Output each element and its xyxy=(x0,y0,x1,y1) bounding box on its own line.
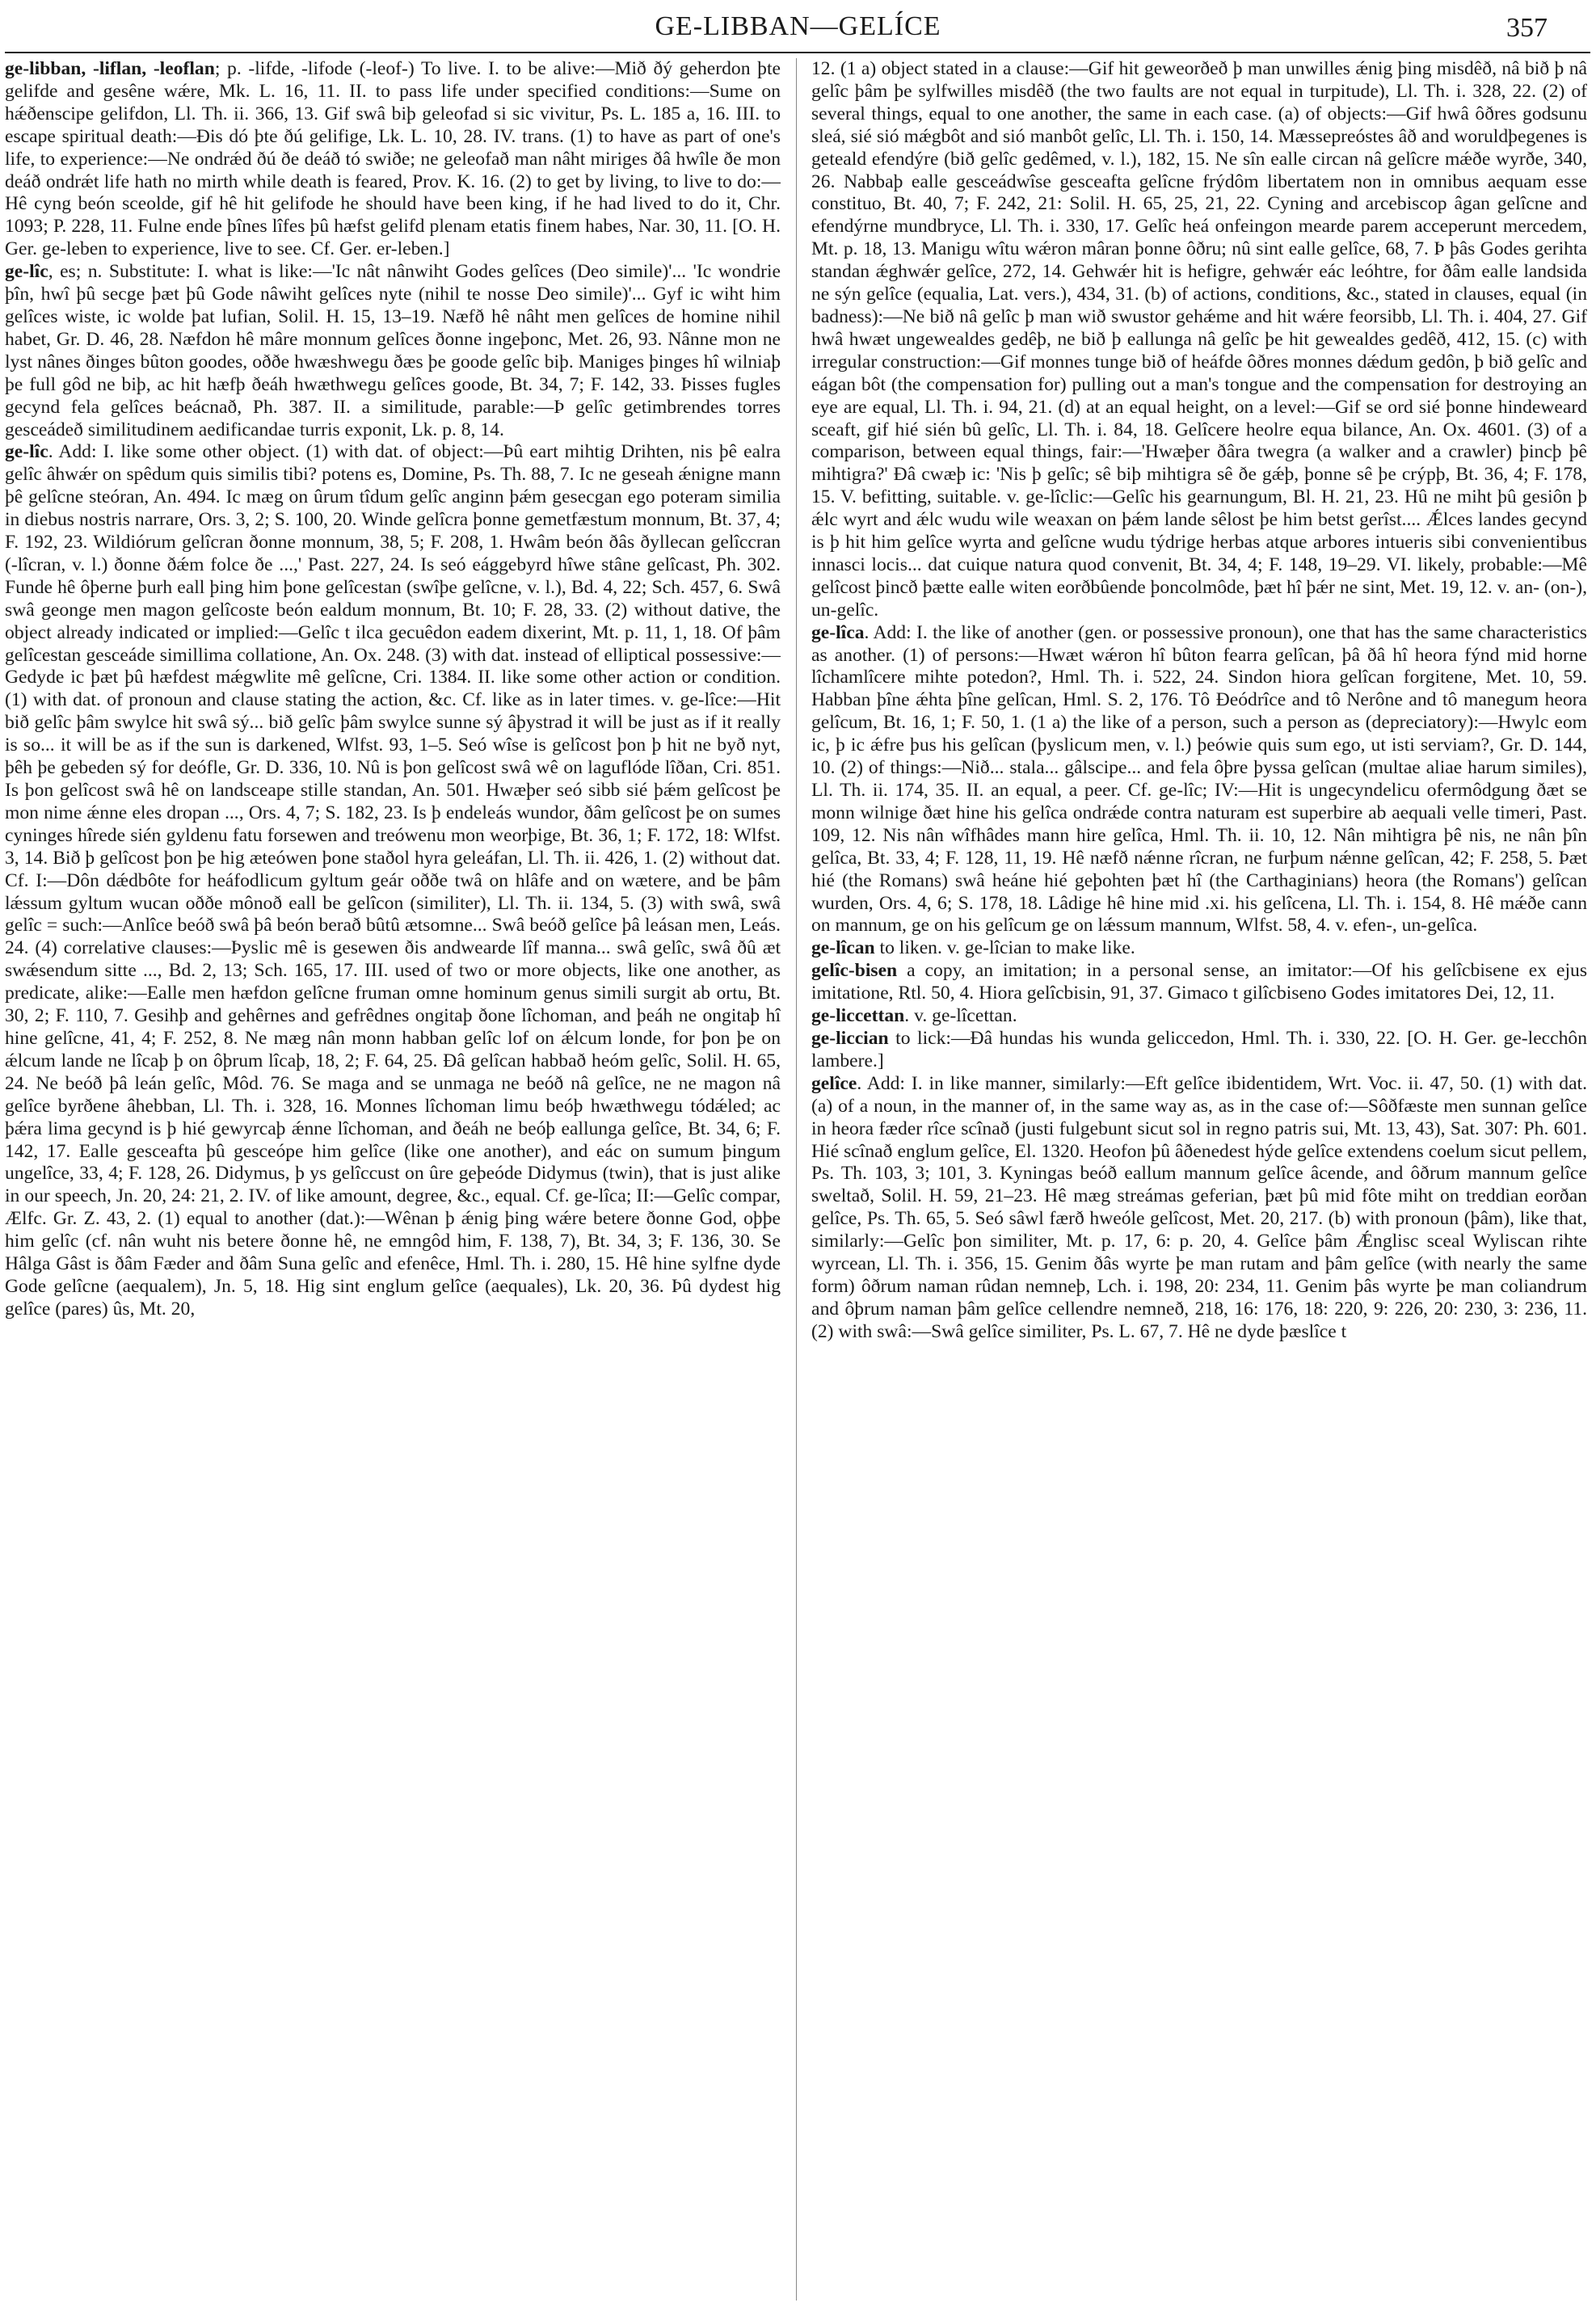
entry-headword: ge-lîcan xyxy=(811,937,875,959)
dictionary-entry xyxy=(811,1028,1587,1073)
entry-body: 12. (1 a) object stated in a clause:—Gif hit geweorðeð þ man unwilles ǽnig þing misdêð, nâ bið þ nâ gelîc þâm þe sylfwilles misdêð (the two faults are not equal in turpitude), Ll. Th. i. 328, 22. (2) of several things, equal to one another, the same in each case. (a) of objects:—Gif hwâ ôðres godsunu sleá, sié sió mǽgbôt and sió manbôt gelîc, Ll. Th. i. 150, 14. Mæssepreóstes âð and woruldþegenes is geteald efendýre (bið gelîc gedêmed, v. l.), 182, 15. Ne sîn ealle circan nâ gelîcre mǽðe wyrðe, 340, 26. Nabbaþ ealle gesceádwîse gesceafta gelîcne frýdôm libertatem non in omnibus aequam esse constituo, Bt. 40, 7; F. 242, 21: Solil. H. 65, 25, 21, 22. Cyning and arcebiscop âgan gelîcne and efendýrne mundbryce, Ll. Th. i. 330, 17. Gelîc heá onfeingon mearde parem acceperunt mercedem, Mt. p. 18, 13. Manigu wîtu wǽron mâran þonne ôðru; nû sint ealle gelîce, 68, 7. Þ þâs Godes gerihta standan ǽghwǽr gelîce, 272, 14. Gehwǽr hit is hefigre, gehwǽr eác leóhtre, for ðâm ealle landsida ne sýn gelîce (equalia, Lat. vers.), 434, 31. (b) of actions, conditions, &c., stated in clauses, equal (in badness):—Ne bið nâ gelîc þ man wið swustor gehǽme and hit wǽre feorsibb, Ll. Th. i. 404, 27. Gif hwâ hwæt ungewealdes gedêþ, ne bið þ eallunga nâ gelîc þe hit gewealdes gedêð, 412, 15. (c) with irregular construction:—Gif monnes tunge bið of heáfde ôðres monnes dǽdum gedôn, þ bið gelîc and eágan bôt (the compensation for) pulling out a man's tongue and the compensation for destroying an eye are equal, Ll. Th. i. 94, 21. (d) at an equal height, on a level:—Gif se ord sié þonne hindeweard sceaft, gif hié sién bû gelîc, Ll. Th. i. 84, 18. Gelîcere heolre equa bilance, An. Ox. 4601. (3) of a comparison, between equal things, fair:—'Hwæþer ðâra twegra (a walker and a crawler) þincþ þê mihtigra?' Ðâ cwæþ ic: 'Nis þ gelîc; sê biþ mihtigra sê ðe gǽþ, þonne sê þe crýpþ, Bt. 36, 4; F. 178, 15. V. befitting, suitable. v. ge-lîclic:—Gelîc his gearnungum, Bl. H. 21, 23. Hû ne miht þû gesiôn þ ǽlc wyrt and ǽlc wudu wile weaxan on þǽm lande sêlost þe him betst gerîst.... Ǽlces landes gecynd is þ hit him gelîce wyrta and gelîcne wudu týdrige herbas atque arbores intueris sibi convenientibus innasci locis... dat cuique natura quod convenit, Bt. 34, 4; F. 148, 19–29. VI. likely, probable:—Mê gelîcost þincð þætte ealle witen eorðbûende þoncolmôde, þæt hî þǽr ne sint, Met. 19, 12. v. an- (on-), un-gelîc. xyxy=(811,58,1587,621)
right-column xyxy=(811,58,1587,2300)
page-header xyxy=(0,11,1596,48)
left-column xyxy=(5,58,781,2300)
entry-body: to lick:—Ðâ hundas his wunda geliccedon, Hml. Th. i. 330, 22. [O. H. Ger. ge-lecchôn lambere.] xyxy=(811,1027,1587,1071)
dictionary-entry xyxy=(811,1073,1587,1344)
running-head: GE-LIBBAN—GELÍCE xyxy=(655,11,941,41)
entry-body: a copy, an imitation; in a personal sense, an imitator:—Of his gelîcbisene ex ejus imitatione, Rtl. 50, 4. Hiora gelîcbisin, 91, 37. Gimaco t gilîcbiseno Godes imitatores Dei, 12, 11. xyxy=(811,960,1587,1004)
dictionary-entry xyxy=(5,441,781,1320)
page-number: 357 xyxy=(1506,13,1548,43)
entry-body: . Add: I. the like of another (gen. or possessive pronoun), one that has the same characteristics as another. (1) of persons:—Hwæt wǽron hî bûton fearra gelîcan, þâ ðâ hî heora fýnd mid horne lîchamlîcere mihte potedon?, Hml. Th. i. 522, 24. Sindon hiora gelîcan forgitene, Met. 10, 59. Habban þîne ǽhta þîne gelîcan, Hml. S. 2, 176. Tô Ðeódrîce and tô Nerône and tô manegum heora gelîcum, Bt. 16, 1; F. 50, 1. (1 a) the like of a person, such a person as (depreciatory):—Hwylc eom ic, þ ic ǽfre þus his gelîcan (þyslicum men, v. l.) þeówie quis sum ego, ut isti serviam?, Gr. D. 144, 10. (2) of things:—Nið... stala... gâlscipe... and fela ôþre þyssa gelîcan (multae aliae harum similes), Ll. Th. ii. 174, 35. II. an equal, a peer. Cf. ge-lîc; IV:—Hit is ungecyndelicu ofermôdgung ðæt se monn wilnige ðæt hine his gelîca ondrǽde contra naturam est superbire ab aequali velle timeri, Past. 109, 12. Nis nân wîfhâdes mann hire gelîca, Hml. Th. ii. 10, 12. Nân mihtigra þê nis, ne nân þîn gelîca, Bt. 33, 4; F. 128, 11, 19. Hê næfð nǽnne rîcran, ne furþum nǽnne gelîcan, 42; F. 258, 5. Þæt hié (the Romans) swâ heáne hié geþohten þæt hî (the Carthaginians) heora (the Romans') gelîcan wurden, Ors. 4, 6; S. 178, 18. Lâdige hê hine mid .xi. his gelîcena, Ll. Th. i. 154, 8. Hê mǽðe cann on mannum, ge on his gelîcum ge on lǽssum mannum, Wlfst. 58, 4. v. efen-, un-gelîca. xyxy=(811,621,1587,937)
entry-headword: ge-libban, -liflan, -leoflan xyxy=(5,58,215,79)
entry-headword: ge-lîca xyxy=(811,621,865,643)
entry-body: ; p. -lifde, -lifode (-leof-) To live. I. to be alive:—Mið ðý geherdon þte gelifde and gesêne wǽre, Mk. L. 16, 11. II. to pass life under specified conditions:—Sume on hǽðenscipe gelifdon, Ll. Th. ii. 366, 13. Gif swâ biþ geleofad si sic vivitur, Ps. L. 185 a, 16. III. to escape spiritual death:—Ðis dó þte ðú gelifige, Lk. L. 10, 28. IV. trans. (1) to have as part of one's life, to experience:—Ne ondrǽd ðú ðe deáð tó swiðe; ne geleofað man nâht miriges ðâ hwîle ðe mon deáð ondrǽt life hath no mirth while death is feared, Prov. K. 16. (2) to get by living, to live to do:—Hê cyng beón sceolde, gif hê hit gelifode he should have been king, if he had lived to do it, Chr. 1093; P. 228, 11. Fulne ende þînes lîfes þû hæfst gelifd plenam etatis finem habes, Nar. 30, 11. [O. H. Ger. ge-leben to experience, live to see. Cf. Ger. er-leben.] xyxy=(5,58,781,260)
dictionary-entry xyxy=(5,58,781,261)
dictionary-entry xyxy=(811,1005,1587,1028)
column-divider xyxy=(796,58,797,2300)
entry-headword: ge-liccettan xyxy=(811,1005,905,1027)
entry-body: . Add: I. like some other object. (1) with dat. of object:—Þû eart mihtig Drihten, nis þê ealra gelîc âhwǽr on spêdum quis similis tibi? potens es, Domine, Ps. Th. 88, 7. Ic ne geseah ǽnigne mann þê gelîcne steóran, An. 494. Ic mæg on ûrum tîdum gelîc anginn þǽm gesecgan ego poteram similia in diebus nostris narrare, Ors. 3, 2; S. 100, 20. Winde gelîcra þonne gemetfæstum monnum, Bt. 37, 4; F. 192, 23. Wildiórum gelîcran ðonne monnum, 38, 5; F. 208, 1. Hwâm beón ðâs ðyllecan gelîccran (-lîcran, v. l.) ðonne ðǽm folce ðe ...,' Past. 227, 24. Is seó eággebyrd hîwe stâne gelîcast, Ph. 302. Funde hê ôþerne þurh eall þing him þone gelîcestan (swîþe gelîcne, v. l.), Bd. 4, 22; Sch. 457, 6. Swâ swâ geonge men magon gelîcoste beón ealdum monnum, Bt. 10; F. 28, 33. (2) without dative, the object already indicated or implied:—Gelîc t ilca gecuêdon eadem dixerint, Mt. p. 11, 1, 18. Of þâm gelîcestan gesceáde simillima collatione, An. Ox. 248. (3) with dat. instead of elliptical possessive:—Gedyde ic þæt þû hæfdest mǽgwlite mê gelîcne, Cri. 1384. II. like some other action or condition. (1) with dat. of pronoun and clause stating the action, &c. Cf. like as in later times. v. ge-lîce:—Hit bið gelîc þâm swylce hit swâ sý... bið gelîc þâm swylce sunne sý âþystrad it will be just as if it really is so... it will be as if the sun is darkened, Wlfst. 93, 1–5. Seó wîse is gelîcost þon þ hit ne byð nyt, þêh þe gebeden sý for deófle, Gr. D. 336, 10. Nû is þon gelîcost swâ wê on laguflóde lîðan, Cri. 851. Is þon gelîcost swâ hê on landsceape stille standan, An. 501. Hwæþer seó sibb sié þǽm gelîcost þe mon nime ǽnne eles dropan ..., Ors. 4, 7; S. 182, 23. Is þ endeleás wundor, ðâm gelîcost þe on sumes cyninges hîrede sién gyldenu fatu forsewen and treówenu mon weorþige, Bt. 36, 1; F. 172, 18: Wlfst. 3, 14. Bið þ gelîcost þon þe hig æteówen þone staðol hyra geleáfan, Ll. Th. ii. 426, 1. (2) without dat. Cf. I:—Dôn dǽdbôte for heáfodlicum gyltum geár oððe twâ on hlâfe and on wætere, and be þâm lǽssum gyltum wucan oððe mônoð eall be gelîcon (similiter), Ll. Th. ii. 134, 5. (3) with swâ, swâ gelîc = such:—Anlîce beóð swâ þâ beón berað bûtû ætsomne... Swâ beóð gelîce þâ leásan men, Leás. 24. (4) correlative clauses:—Þyslic mê is gesewen ðis andwearde lîf manna... swâ gelîc, swâ ðû æt swǽsendum sitte ..., Bd. 2, 13; Sch. 165, 17. III. used of two or more objects, like one another, as predicate, alike:—Ealle men hæfdon gelîcne fruman omne hominum genus simili surgit ab ortu, Bt. 30, 2; F. 110, 7. Gesihþ and gehêrnes and gefrêdnes ongitaþ ðone lîchoman, and þeáh ne ongitaþ hî hine gelîcne, 41, 4; F. 252, 8. Ne mæg nân monn habban gelîc lof on ǽlcum londe, for þon þe on ǽlcum lande ne lîcaþ þ on ôþrum lîcaþ, 18, 2; F. 64, 25. Ðâ gelîcan habbað heóm gelîc, Solil. H. 65, 24. Ne beóð þâ leán gelîc, Môd. 76. Se maga and se unmaga ne beóð nâ gelîce, ne ne magon nâ gelîce byrðene âhebban, Ll. Th. i. 328, 16. Monnes lîchoman limu beóþ hwæthwegu tódǽled; ac þǽra lima gecynd is þ hié gewyrcaþ ǽnne lîchoman, and ðeáh ne beóþ eallunga gelîce, Bt. 34, 6; F. 142, 17. Ealle gesceafta þû gesceópe him gelîce (like one another), and eác on sumum þingum ungelîce, 33, 4; F. 128, 26. Didymus, þ ys gelîccust on ûre geþeóde Didymus (twin), that is just alike in our speech, Jn. 20, 24: 21, 2. IV. of like amount, degree, &c., equal. Cf. ge-lîca; II:—Gelîc compar, Ælfc. Gr. Z. 43, 2. (1) equal to another (dat.):—Wênan þ ǽnig þing wǽre betere ðonne God, oþþe him gelîc (cf. nân wuht nis betere ðonne hê, ne emngôd him, F. 138, 7), Bt. 34, 3; F. 136, 30. Se Hâlga Gâst is ðâm Fæder and ðâm Suna gelîc and efenêce, Hml. Th. i. 280, 15. Hê hine sylfne dyde Gode gelîcne (aequalem), Jn. 5, 18. Hig sint englum gelîce (aequales), Lk. 20, 36. Þû dydest hig gelîce (pares) ûs, Mt. 20, xyxy=(5,441,781,1320)
dictionary-entry xyxy=(811,960,1587,1005)
entry-headword: ge-liccian xyxy=(811,1027,889,1049)
entry-body: . v. ge-lîcettan. xyxy=(904,1005,1017,1027)
entry-body: to liken. v. ge-lîcian to make like. xyxy=(874,937,1135,959)
header-rule xyxy=(5,52,1590,53)
entry-body: , es; n. Substitute: I. what is like:—'Ic nât nânwiht Godes gelîces (Deo simile)'... 'Ic wondrie þîn, hwî þû secge þæt þû Gode nâwiht gelîces nyte (nihil te nosse Deo simile)'... Gyf ic wiht him gelîces wiste, ic wolde þat lufian, Solil. H. 15, 13–19. Næfð hê nâht men gelîces de homine nihil habet, Gr. D. 46, 28. Næfdon hê mâre monnum gelîces ðonne ingeþonc, Met. 26, 93. Nânne mon ne lyst nânes ðinges bûton goodes, oððe hwæshwegu ðæs þe goode gelîc biþ. Maniges þinges hî wilniaþ þe full gôd ne biþ, ac hit hæfþ ðeáh hwæthwegu gelîces goode, Bt. 34, 7; F. 142, 33. Þisses fugles gecynd fela gelîces beácnað, Ph. 387. II. a similitude, parable:—Þ gelîc getimbrendes torres gesceádeð similitudinem aedificandae turris exponit, Lk. p. 8, 14. xyxy=(5,261,781,440)
dictionary-entry xyxy=(811,622,1587,938)
entry-headword: gelîce xyxy=(811,1072,857,1094)
dictionary-entry xyxy=(811,58,1587,622)
text-columns xyxy=(5,58,1590,2300)
entry-body: . Add: I. in like manner, similarly:—Eft gelîce ibidentidem, Wrt. Voc. ii. 47, 50. (1) with dat. (a) of a noun, in the manner of, in the same way as, as in the case of:—Sôðfæste men sunnan gelîce in heora fæder rîce scînað (justi fulgebunt sicut sol in regno patris sui, Mt. 13, 43), Sat. 307: Ph. 601. Hié scînað englum gelîce, El. 1320. Heofon þû âðenedest hýde gelîce extendens coelum sicut pellem, Ps. Th. 103, 3; 101, 3. Kyningas beóð eallum mannum gelîce âcende, and ôðrum mannum gelîce sweltað, Solil. H. 59, 21–23. Hê mæg streámas geferian, þæt þû mid fôte miht on treddian eorðan gelîce, Ps. Th. 65, 5. Seó sâwl færð hweóle gelîcost, Met. 20, 217. (b) with pronoun (þâm), like that, similarly:—Gelîc þon similiter, Mt. p. 17, 6: p. 20, 4. Gelîce þâm Ǽnglisc sceal Wyliscan rihte wyrcean, Ll. Th. i. 356, 15. Genim ðâs wyrte þe man rutam and þâm gelîce (with nearly the same form) ôðrum naman rûdan nemneþ, Lch. i. 198, 20: 234, 11. Genim þâs wyrte þe man coliandrum and ôþrum naman þâm gelîce cellendre nemneð, 218, 16: 176, 18: 220, 9: 226, 20: 230, 3: 236, 11. (2) with swâ:—Swâ gelîce similiter, Ps. L. 67, 7. Hê ne dyde þæslîce t xyxy=(811,1072,1587,1342)
entry-headword: ge-lîc xyxy=(5,441,48,463)
dictionary-entry xyxy=(5,261,781,441)
entry-headword: gelîc-bisen xyxy=(811,960,898,982)
entry-headword: ge-lîc xyxy=(5,261,48,283)
dictionary-entry xyxy=(811,937,1587,960)
